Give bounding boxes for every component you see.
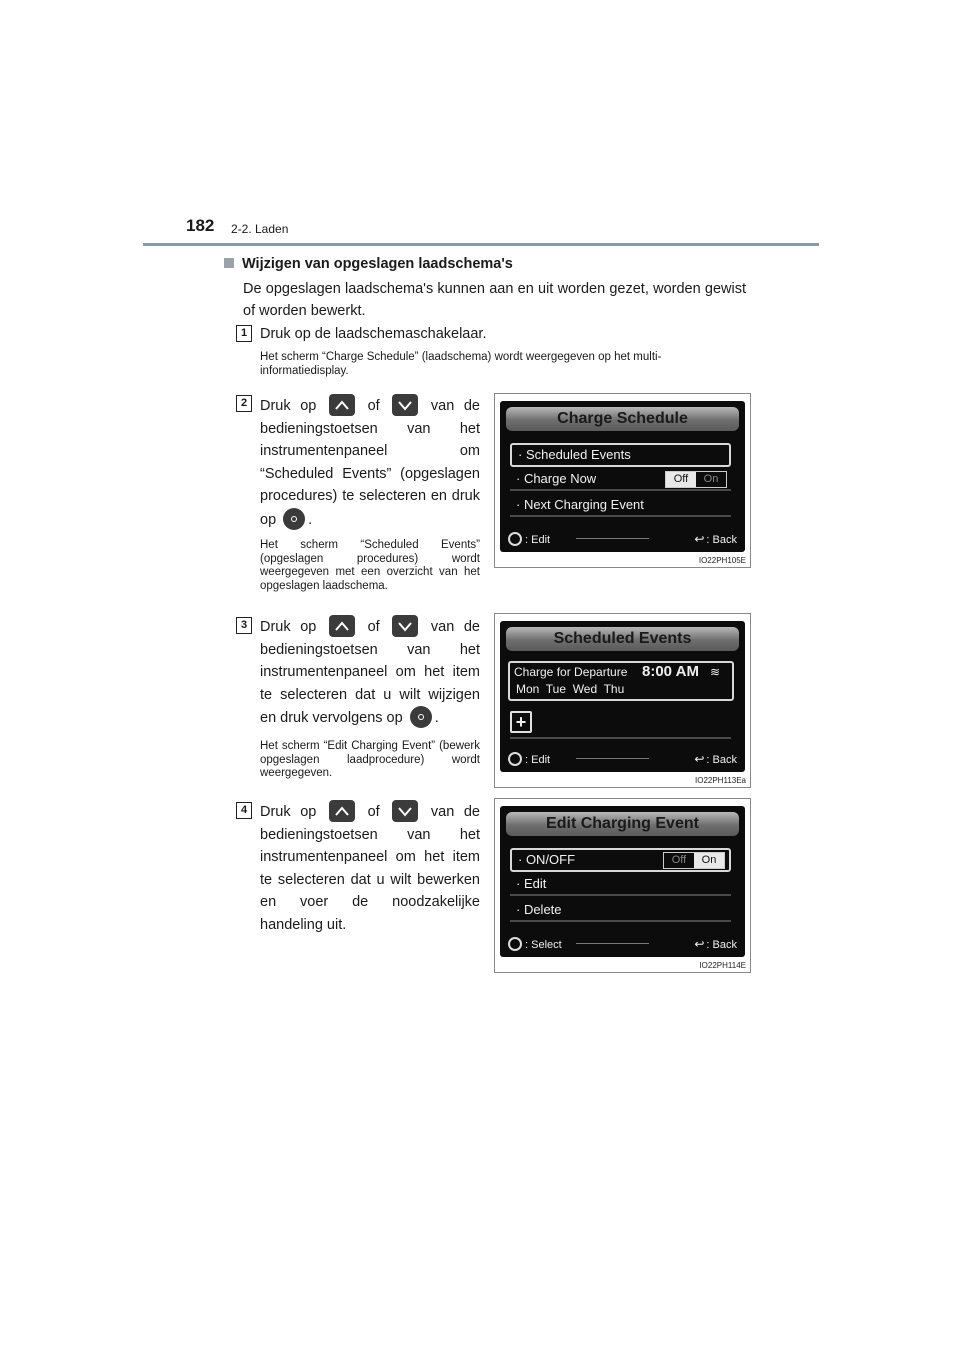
ok-dial-icon: [508, 937, 522, 951]
menu-row-label: · Next Charging Event: [516, 497, 644, 512]
step-3-text-a: Druk op: [260, 619, 317, 635]
menu-row-edit: [510, 874, 731, 896]
step-3-text-e: .: [434, 710, 439, 726]
step-2-text-a: Druk op: [260, 398, 317, 414]
step-3-text-d: en druk vervolgens op: [260, 710, 403, 726]
screen-footer: [506, 530, 739, 548]
figure-scheduled-events: [494, 613, 751, 788]
display-screen: [500, 806, 745, 957]
subheading: [224, 256, 513, 272]
event-days: Mon Tue Wed Thu: [516, 682, 625, 696]
toggle-on-label: On: [703, 473, 719, 485]
step-2-text-b: of: [367, 398, 380, 414]
screen-footer: [506, 750, 739, 768]
arrow-up-button-icon: [329, 615, 355, 637]
step-1-note: Het scherm “Charge Schedule” (laadschema) wordt weergegeven op het multi-informatiedisplay.: [260, 351, 662, 377]
screen-title: Edit Charging Event: [506, 812, 739, 836]
header-rule: [143, 243, 819, 246]
ok-button-icon: [283, 508, 305, 530]
arrow-up-button-icon: [329, 800, 355, 822]
figure-code: IO22PH113Ea: [695, 776, 746, 785]
subheading-text: Wijzigen van opgeslagen laadschema's: [242, 256, 513, 272]
display-screen: [500, 621, 745, 772]
footer-divider: [576, 943, 649, 944]
step-number-2: 2: [236, 395, 252, 412]
page-number: 182: [186, 216, 215, 235]
menu-row-charge-now: [510, 469, 731, 491]
footer-left-label: : Edit: [525, 534, 551, 546]
menu-row-label: · Delete: [516, 902, 562, 917]
ok-dial-icon: [508, 532, 522, 546]
footer-left-label: : Select: [525, 939, 562, 951]
step-3-text-b: of: [367, 619, 380, 635]
footer-right-label: : Back: [706, 754, 737, 766]
on-off-toggle: [663, 852, 725, 869]
step-2-text-d: op: [260, 511, 277, 528]
menu-row-next-charging-event: [510, 495, 731, 517]
menu-row-label: · Edit: [516, 876, 547, 891]
screen-title: Scheduled Events: [506, 627, 739, 651]
menu-row-label: · Charge Now: [516, 471, 597, 486]
intro-paragraph: De opgeslagen laadschema's kunnen aan en uit worden gezet, worden gewist of worden bewerkt.: [243, 281, 746, 319]
screen-title: Charge Schedule: [506, 407, 739, 431]
section-title: 2-2. Laden: [231, 222, 289, 236]
arrow-down-button-icon: [392, 394, 418, 416]
figure-code: IO22PH114E: [699, 961, 746, 970]
step-4-text-a: Druk op: [260, 804, 317, 820]
menu-row-on-off: [510, 848, 731, 872]
step-4-text-b: of: [367, 804, 380, 820]
step-number-4: 4: [236, 802, 252, 819]
ok-button-icon: [410, 706, 432, 728]
event-time: 8:00 AM: [642, 663, 699, 680]
step-3-text: [260, 615, 480, 730]
toggle-off-label: Off: [671, 854, 687, 866]
toggle-off-label: Off: [666, 472, 696, 487]
figure-code: IO22PH105E: [698, 556, 746, 565]
back-arrow-icon: ↩: [694, 752, 705, 766]
step-2-note: Het scherm “Scheduled Events” (opgeslagen procedures) wordt weergegeven met een overzicht van het opgeslagen laadschema.: [260, 539, 480, 592]
charge-now-toggle: [665, 471, 727, 488]
scheduled-event-item: [508, 661, 734, 701]
step-3-note: Het scherm “Edit Charging Event” (bewerk opgeslagen laadprocedure) wordt weergegeven.: [260, 740, 480, 779]
menu-row-scheduled-events: [510, 443, 731, 467]
back-arrow-icon: ↩: [694, 532, 705, 546]
footer-divider: [576, 538, 649, 539]
fan-icon: ≋: [710, 665, 721, 679]
menu-row-label: · ON/OFF: [518, 852, 576, 867]
menu-row-delete: [510, 900, 731, 922]
toggle-on-label: On: [694, 853, 724, 868]
add-event-icon: +: [510, 711, 532, 733]
arrow-down-button-icon: [392, 800, 418, 822]
step-1-text: Druk op de laadschemaschakelaar.: [260, 326, 487, 342]
ok-dial-icon: [508, 752, 522, 766]
event-name: Charge for Departure: [514, 665, 628, 679]
step-2-text-e: .: [308, 511, 313, 528]
footer-right-label: : Back: [706, 534, 737, 546]
square-bullet-icon: [224, 258, 234, 268]
step-2-text: [260, 394, 480, 531]
figure-charge-schedule: [494, 393, 751, 568]
step-2-text-c: van de bedieningstoetsen van het instrumentenpaneel om “Scheduled Events” (opgeslagen procedures) te selecteren en druk: [260, 398, 481, 504]
screen-footer: [506, 935, 739, 953]
footer-right-label: : Back: [706, 939, 737, 951]
figure-edit-charging-event: [494, 798, 751, 973]
back-arrow-icon: ↩: [694, 937, 705, 951]
arrow-down-button-icon: [392, 615, 418, 637]
step-3-text-c: van de bedieningstoetsen van het instrumentenpaneel om het item te selecteren dat u wilt wijzigen: [260, 619, 481, 703]
step-4-text-c: van de bedieningstoetsen van het instrumentenpaneel om het item te selecteren dat u wilt bewerken en voer de noodzakelijke handeling uit.: [260, 804, 481, 933]
list-divider: [510, 737, 731, 739]
step-number-3: 3: [236, 617, 252, 634]
footer-divider: [576, 758, 649, 759]
step-4-text: [260, 800, 480, 936]
footer-left-label: : Edit: [525, 754, 551, 766]
step-number-1: 1: [236, 325, 252, 342]
menu-row-label: · Scheduled Events: [518, 447, 631, 462]
arrow-up-button-icon: [329, 394, 355, 416]
display-screen: [500, 401, 745, 552]
